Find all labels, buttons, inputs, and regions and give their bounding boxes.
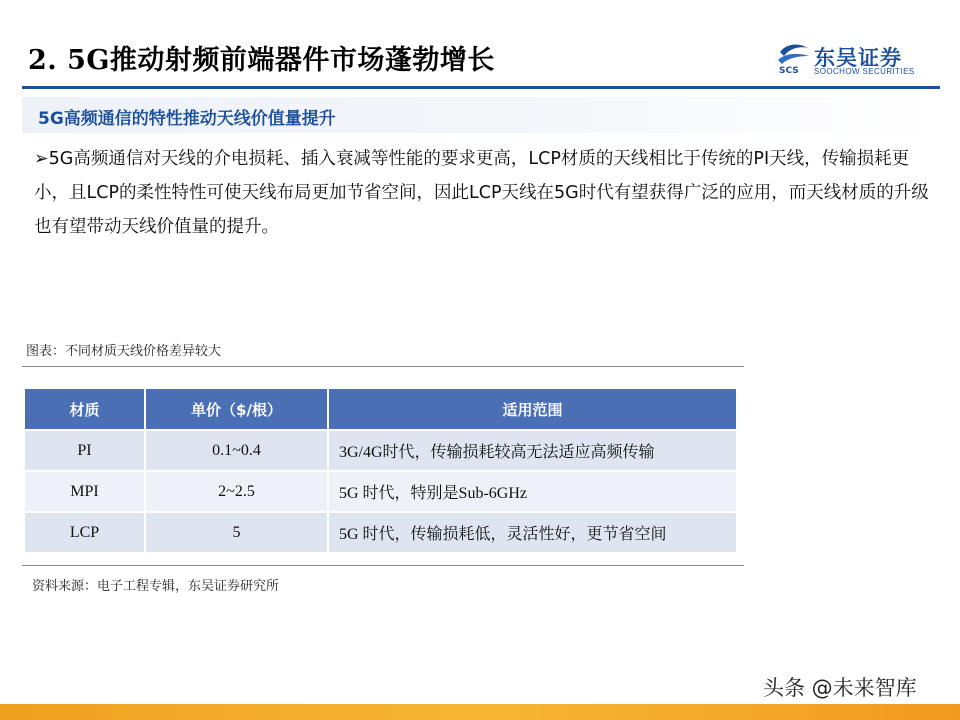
cell-material: LCP [25, 512, 145, 552]
cell-price: 2~2.5 [145, 471, 328, 512]
svg-text:SCS: SCS [779, 66, 799, 76]
cell-application: 3G/4G时代，传输损耗较高无法适应高频传输 [328, 430, 737, 471]
table-row [25, 471, 737, 512]
slide-title: 2. 5G推动射频前端器件市场蓬勃增长 [28, 45, 495, 76]
logo-name-en: SOOCHOW SECURITIES [814, 67, 915, 76]
cell-material: PI [25, 430, 145, 471]
table-header-row [25, 389, 737, 430]
cell-material: MPI [25, 471, 145, 512]
watermark-text: 头条 @未来智库 [763, 676, 917, 700]
cell-application: 5G 时代，特别是Sub-6GHz [328, 471, 737, 512]
cell-application: 5G 时代，传输损耗低，灵活性好，更节省空间 [328, 512, 737, 552]
section-paragraph [34, 142, 934, 244]
footer-bar [0, 704, 960, 720]
figure-caption: 图表：不同材质天线价格差异较大 [26, 344, 222, 359]
table-row [25, 512, 737, 552]
header-material: 材质 [25, 389, 145, 430]
material-price-table [25, 389, 738, 552]
source-note: 资料来源：电子工程专辑，东吴证券研究所 [32, 579, 280, 594]
right-arrow-icon: ➢ [34, 149, 49, 169]
header-application: 适用范围 [328, 389, 737, 430]
header-unit-price: 单价（$/根） [145, 389, 328, 430]
cell-price: 0.1~0.4 [145, 430, 328, 471]
table-row [25, 430, 737, 471]
title-divider [22, 86, 940, 89]
section-heading: 5G高频通信的特性推动天线价值量提升 [38, 109, 336, 129]
paragraph-text: 5G高频通信对天线的介电损耗、插入衰减等性能的要求更高，LCP材质的天线相比于传统的PI天线，传输损耗更小，且LCP的柔性特性可使天线布局更加节省空间，因此LCP天线在5G时代有望获得广泛的应用，而天线材质的升级也有望带动天线价值量的提升。 [34, 149, 929, 237]
company-logo [776, 40, 916, 80]
scs-logo-icon [776, 42, 812, 76]
source-divider [22, 565, 744, 566]
cell-price: 5 [145, 512, 328, 552]
caption-divider [22, 366, 744, 367]
logo-name-cn: 东吴证券 [814, 46, 902, 70]
